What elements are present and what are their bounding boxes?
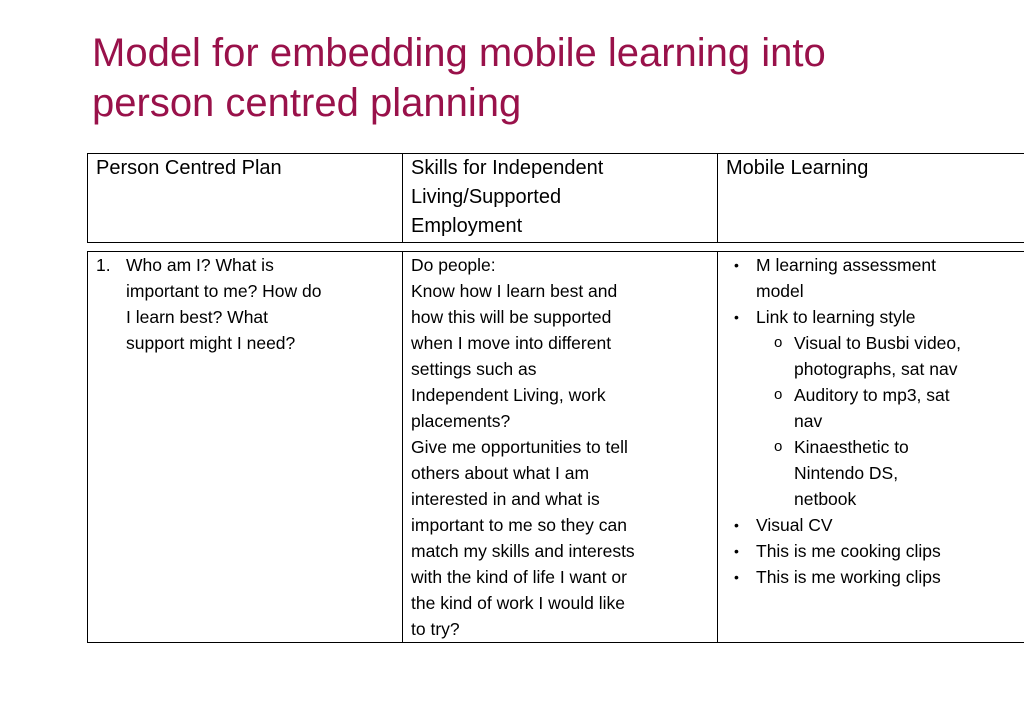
skills-line: when I move into different <box>411 333 612 353</box>
skills-line: the kind of work I would like <box>411 593 625 613</box>
list-item-line: This is me cooking clips <box>756 541 941 561</box>
skills-line: Know how I learn best and <box>411 281 618 301</box>
header-person-centred-plan: Person Centred Plan <box>88 154 403 243</box>
list-item-line: This is me working clips <box>756 567 941 587</box>
list-item <box>726 564 1024 590</box>
bullet-icon: • <box>734 569 739 585</box>
item-text-line: Who am I? What is <box>126 255 274 275</box>
skills-line: match my skills and interests <box>411 541 635 561</box>
sub-list-item <box>756 382 1024 434</box>
list-item <box>726 304 1024 512</box>
list-item-line: M learning assessment <box>756 255 936 275</box>
header-mobile-learning: Mobile Learning <box>718 154 1024 243</box>
skills-line: important to me so they can <box>411 515 627 535</box>
list-item-line: Link to learning style <box>756 307 916 327</box>
sub-item-line: Visual to Busbi video, <box>794 333 962 353</box>
cell-mobile-learning <box>718 252 1024 643</box>
skills-line: how this will be supported <box>411 307 612 327</box>
skills-line: settings such as <box>411 359 537 379</box>
mobile-learning-list <box>726 252 1024 590</box>
sub-item-line: Kinaesthetic to <box>794 437 909 457</box>
cell-skills <box>403 252 718 643</box>
bullet-icon: • <box>734 517 739 533</box>
item-text-line: I learn best? What <box>126 307 269 327</box>
title-line-1: Model for embedding mobile learning into <box>92 31 826 75</box>
circle-bullet-icon: o <box>774 438 783 455</box>
list-item-line: model <box>756 281 804 301</box>
circle-bullet-icon: o <box>774 386 783 403</box>
list-item <box>726 512 1024 538</box>
cell-person-centred-plan <box>88 252 403 643</box>
skills-line: to try? <box>411 619 460 639</box>
page-title <box>92 28 992 128</box>
sub-item-line: netbook <box>794 489 857 509</box>
skills-line: placements? <box>411 411 511 431</box>
item-text-line: important to me? How do <box>126 281 322 301</box>
sub-list-item <box>756 434 1024 512</box>
sub-list-item <box>756 330 1024 382</box>
item-number: 1. <box>96 255 111 275</box>
skills-line: others about what I am <box>411 463 590 483</box>
list-item-line: Visual CV <box>756 515 833 535</box>
sub-item-line: Nintendo DS, <box>794 463 899 483</box>
skills-line: Independent Living, work <box>411 385 606 405</box>
header-table <box>87 153 1024 243</box>
content-table <box>87 251 1024 643</box>
title-line-2: person centred planning <box>92 81 522 125</box>
skills-line: with the kind of life I want or <box>411 567 627 587</box>
bullet-icon: • <box>734 257 739 273</box>
numbered-item <box>96 252 394 356</box>
sub-item-line: nav <box>794 411 823 431</box>
bullet-icon: • <box>734 543 739 559</box>
skills-line: interested in and what is <box>411 489 600 509</box>
header-skills-line-2: Living/Supported <box>411 186 562 208</box>
skills-line: Give me opportunities to tell <box>411 437 628 457</box>
header-skills-line-1: Skills for Independent <box>411 157 604 179</box>
header-row <box>88 154 1024 243</box>
table-row <box>88 252 1024 643</box>
bullet-icon: • <box>734 309 739 325</box>
header-skills-line-3: Employment <box>411 215 523 237</box>
learning-style-sublist <box>756 330 1024 512</box>
item-text <box>126 252 394 356</box>
item-text-line: support might I need? <box>126 333 296 353</box>
list-item <box>726 252 1024 304</box>
sub-item-line: Auditory to mp3, sat <box>794 385 950 405</box>
sub-item-line: photographs, sat nav <box>794 359 958 379</box>
skills-line: Do people: <box>411 255 496 275</box>
circle-bullet-icon: o <box>774 334 783 351</box>
header-skills <box>403 154 718 243</box>
list-item <box>726 538 1024 564</box>
